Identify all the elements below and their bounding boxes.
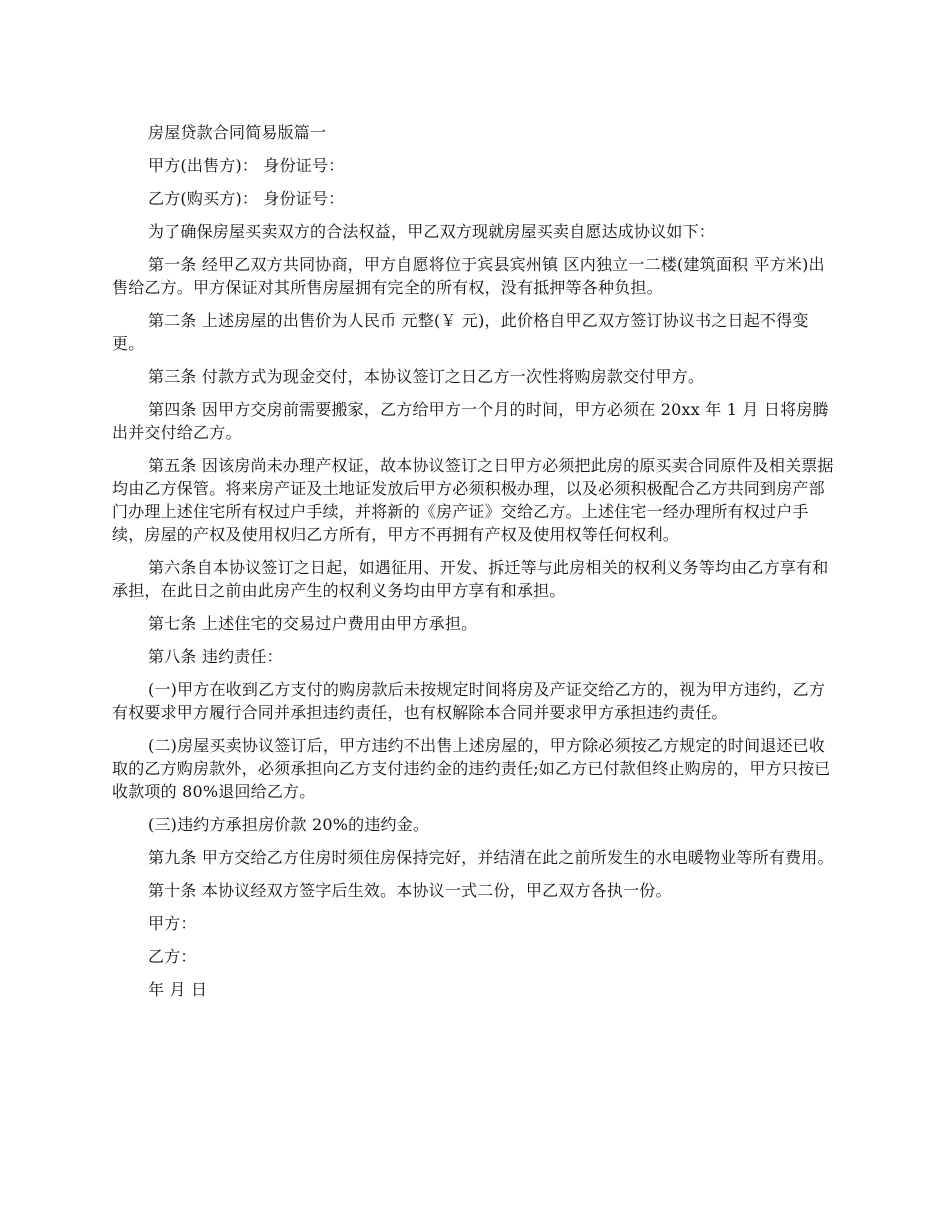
signature-date: 年 月 日 xyxy=(148,980,208,999)
intro-paragraph: 为了确保房屋买卖双方的合法权益，甲乙双方现就房屋买卖自愿达成协议如下： xyxy=(148,222,716,241)
article-9: 第九条 甲方交给乙方住房时须住房保持完好，并结清在此之前所发生的水电暖物业等所有费用。 xyxy=(148,848,834,867)
seller-line: 甲方(出售方)： 身份证号： xyxy=(148,156,345,175)
article-5: 第五条 因该房尚未办理产权证，故本协议签订之日甲方必须把此房的原买卖合同原件及相关票据均由乙方保管。将来房产证及土地证发放后甲方必须积极办理，以及必须积极配合乙方共同到房产部门办理上述住宅所有权过户手续，并将新的《房产证》交给乙方。上述住宅一经办理所有权过户手续，房屋的产权及使用权归乙方所有，甲方不再拥有产权及使用权等任何权利。 xyxy=(112,456,834,544)
signature-party-b: 乙方： xyxy=(148,947,197,966)
article-3: 第三条 付款方式为现金交付，本协议签订之日乙方一次性将购房款交付甲方。 xyxy=(148,367,705,386)
clause-1: (一)甲方在收到乙方支付的购房款后未按规定时间将房及产证交给乙方的，视为甲方违约，乙方有权要求甲方履行合同并承担违约责任，也有权解除本合同并要求甲方承担违约责任。 xyxy=(112,680,826,722)
buyer-line: 乙方(购买方)： 身份证号： xyxy=(148,189,345,208)
article-4: 第四条 因甲方交房前需要搬家，乙方给甲方一个月的时间，甲方必须在 20xx 年 1 月 日将房腾出并交付给乙方。 xyxy=(112,400,829,442)
article-7: 第七条 上述住宅的交易过户费用由甲方承担。 xyxy=(148,614,478,633)
article-10: 第十条 本协议经双方签字后生效。本协议一式二份，甲乙双方各执一份。 xyxy=(148,881,672,900)
article-6: 第六条自本协议签订之日起，如遇征用、开发、拆迁等与此房相关的权利义务等均由乙方享有和承担，在此日之前由此房产生的权利义务均由甲方享有和承担。 xyxy=(112,558,829,600)
article-8: 第八条 违约责任： xyxy=(148,647,283,666)
contract-document xyxy=(112,121,840,1011)
clause-2: (二)房屋买卖协议签订后，甲方违约不出售上述房屋的，甲方除必须按乙方规定的时间退还已收取的乙方购房款外，必须承担向乙方支付违约金的违约责任;如乙方已付款但终止购房的，甲方只按已收款项的 80%退回给乙方。 xyxy=(112,736,831,801)
signature-party-a: 甲方： xyxy=(148,914,197,933)
article-1: 第一条 经甲乙双方共同协商，甲方自愿将位于宾县宾州镇 区内独立一二楼(建筑面积 平方米)出售给乙方。甲方保证对其所售房屋拥有完全的所有权，没有抵押等各种负担。 xyxy=(112,255,825,297)
clause-3: (三)违约方承担房价款 20%的违约金。 xyxy=(148,815,430,834)
document-title: 房屋贷款合同简易版篇一 xyxy=(148,123,327,142)
article-2: 第二条 上述房屋的出售价为人民币 元整(￥ 元)，此价格自甲乙双方签订协议书之日起不得变更。 xyxy=(112,311,809,353)
